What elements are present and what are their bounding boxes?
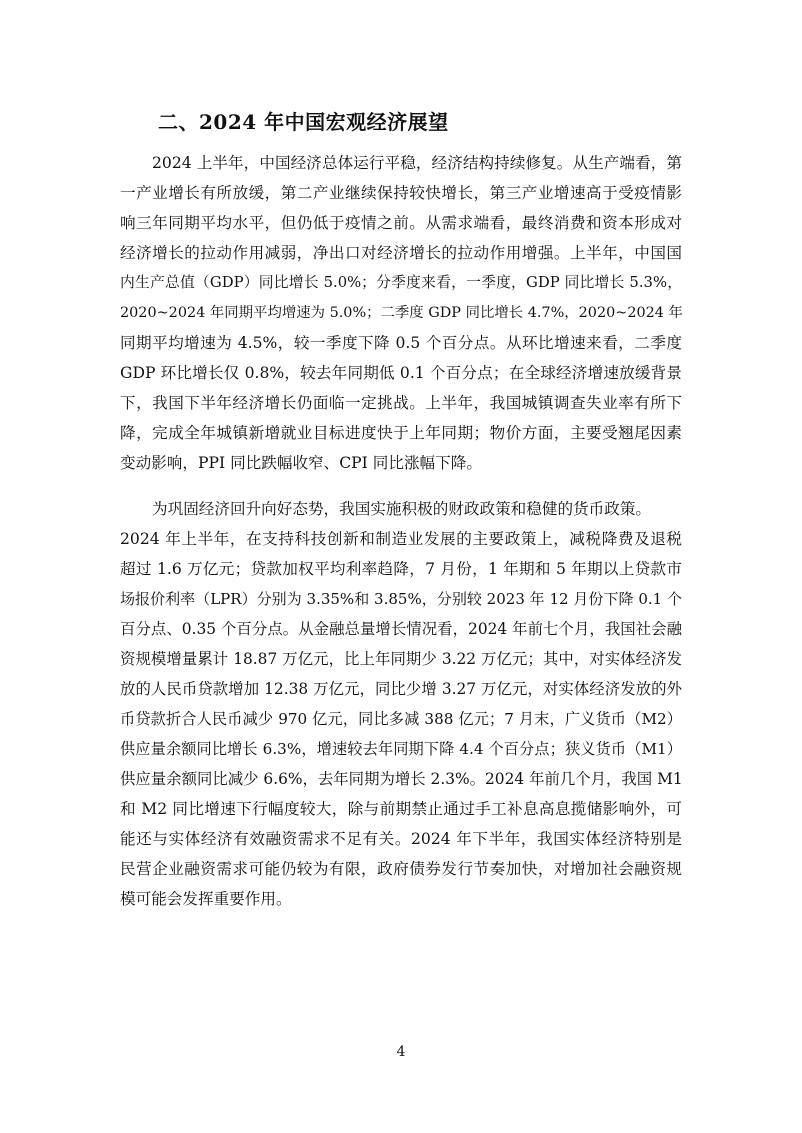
- paragraph-line: 模可能会发挥重要作用。: [120, 890, 292, 908]
- paragraph-line: 响三年同期平均水平，但仍低于疫情之前。从需求端看，最终消费和资本形成对: [120, 214, 682, 232]
- page-number: 4: [396, 1044, 406, 1060]
- paragraph-line: 场报价利率（LPR）分别为 3.35%和 3.85%，分别较 2023 年 12 月份下降 0.1 个: [120, 590, 682, 608]
- paragraph-line: 一产业增长有所放缓，第二产业继续保持较快增长，第三产业增速高于受疫情影: [120, 184, 682, 202]
- paragraph-line: 经济增长的拉动作用减弱，净出口对经济增长的拉动作用增强。上半年，中国国: [120, 244, 682, 262]
- paragraph-line: 降，完成全年城镇新增就业目标进度快于上年同期；物价方面，主要受翘尾因素: [120, 424, 682, 442]
- paragraph-line: 2024 年上半年，在支持科技创新和制造业发展的主要政策上，减税降费及退税: [120, 530, 682, 548]
- paragraph-line: 供应量余额同比减少 6.6%，去年同期为增长 2.3%。2024 年前几个月，我国 M1: [120, 770, 683, 788]
- paragraph-line: 变动影响，PPI 同比跌幅收窄、CPI 同比涨幅下降。: [120, 454, 482, 472]
- paragraph-line: 放的人民币贷款增加 12.38 万亿元，同比少增 3.27 万亿元，对实体经济发放的外: [120, 680, 682, 698]
- paragraph-line: 百分点、0.35 个百分点。从金融总量增长情况看，2024 年前七个月，我国社会融: [120, 620, 682, 638]
- paragraph-line: 内生产总值（GDP）同比增长 5.0%；分季度来看，一季度，GDP 同比增长 5.3%，: [120, 274, 682, 291]
- paragraph-line: 供应量余额同比增长 6.3%，增速较去年同期下降 4.4 个百分点；狭义货币（M1）: [120, 740, 682, 758]
- paragraph-line: 超过 1.6 万亿元；贷款加权平均利率趋降，7 月份，1 年期和 5 年期以上贷款市: [120, 560, 682, 578]
- section-heading: 二、2024 年中国宏观经济展望: [158, 110, 449, 134]
- paragraph-line: GDP 环比增长仅 0.8%，较去年同期低 0.1 个百分点；在全球经济增速放缓背景: [120, 364, 682, 382]
- paragraph-line: 为巩固经济回升向好态势，我国实施积极的财政政策和稳健的货币政策。: [152, 500, 652, 518]
- paragraph-line: 2020~2024 年同期平均增速为 5.0%；二季度 GDP 同比增长 4.7%，2020~2024 年: [120, 305, 683, 321]
- paragraph-line: 能还与实体经济有效融资需求不足有关。2024 年下半年，我国实体经济特别是: [120, 830, 682, 848]
- paragraph-line: 民营企业融资需求可能仍较为有限，政府债券发行节奏加快，对增加社会融资规: [120, 860, 682, 878]
- paragraph-line: 资规模增量累计 18.87 万亿元，比上年同期少 3.22 万亿元；其中，对实体经济发: [120, 650, 682, 668]
- paragraph-line: 2024 上半年，中国经济总体运行平稳，经济结构持续修复。从生产端看，第: [152, 154, 682, 172]
- paragraph-line: 下，我国下半年经济增长仍面临一定挑战。上半年，我国城镇调查失业率有所下: [120, 394, 682, 412]
- paragraph-line: 同期平均增速为 4.5%，较一季度下降 0.5 个百分点。从环比增速来看，二季度: [120, 334, 682, 352]
- paragraph-line: 和 M2 同比增速下行幅度较大，除与前期禁止通过手工补息高息揽储影响外，可: [120, 800, 682, 818]
- paragraph-line: 币贷款折合人民币减少 970 亿元，同比多减 388 亿元；7 月末，广义货币（M2）: [120, 710, 682, 728]
